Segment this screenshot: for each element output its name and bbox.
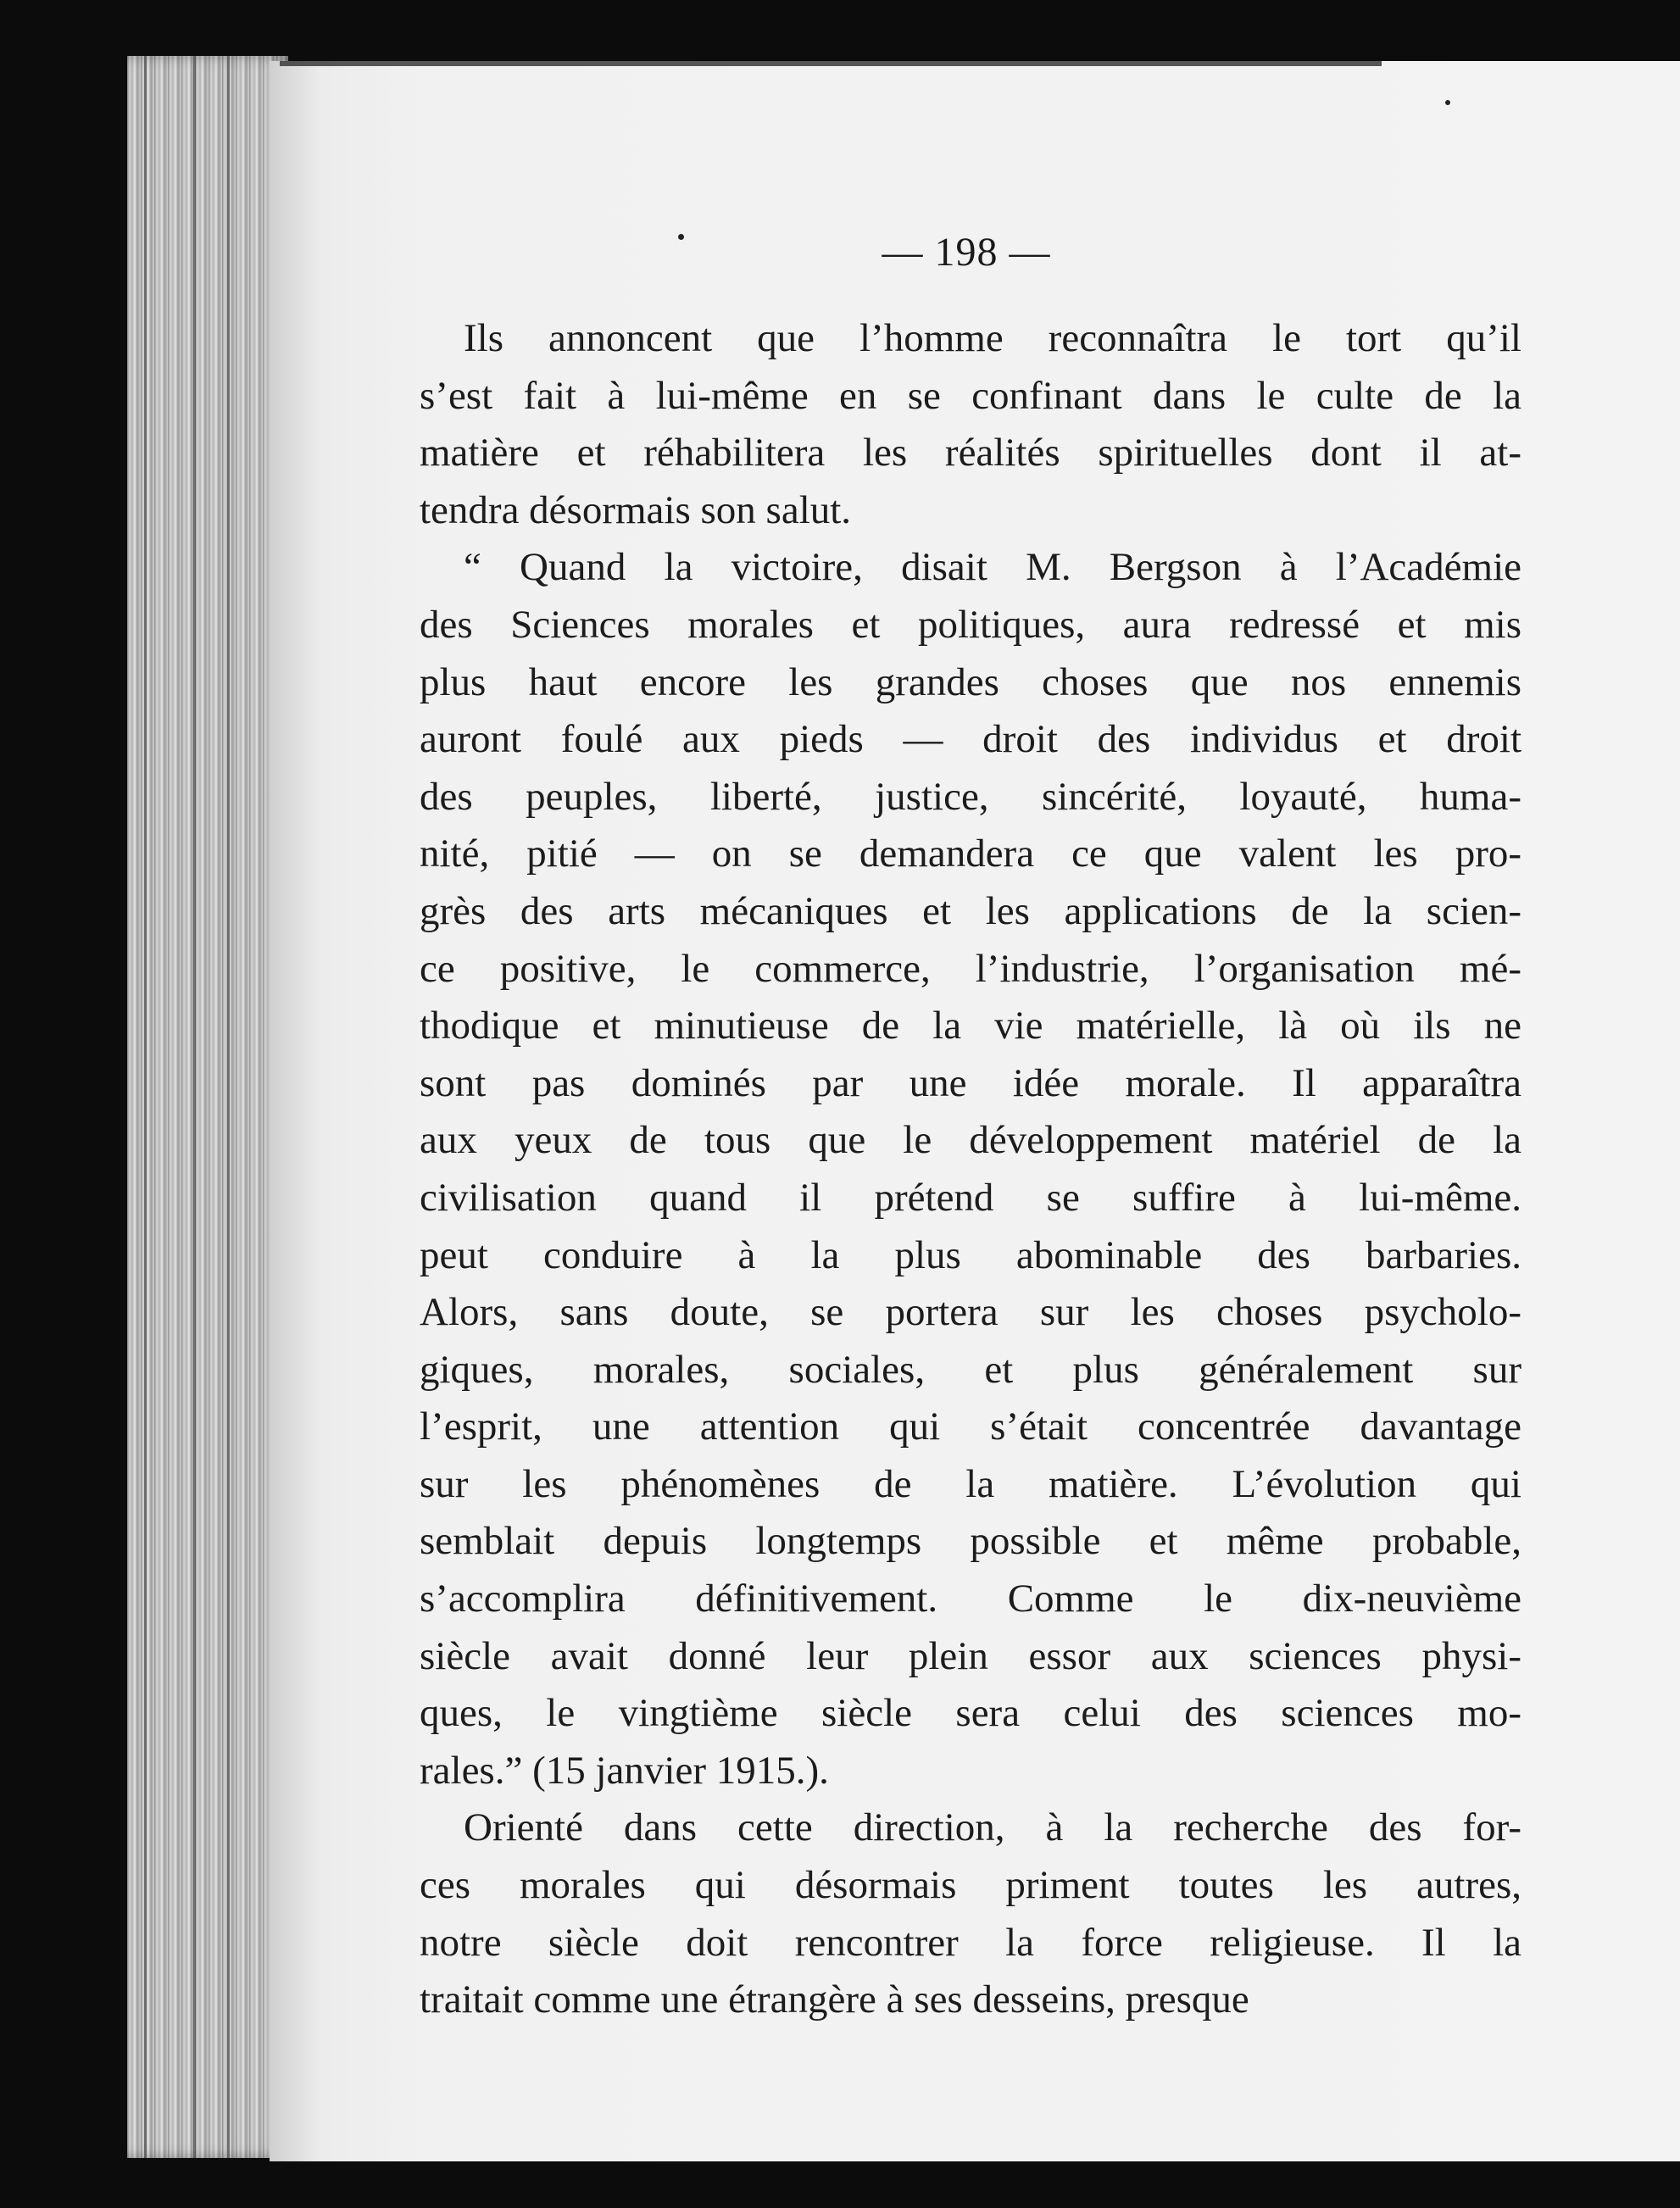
text-line: rales.” (15 janvier 1915.). xyxy=(420,1748,829,1793)
text-line: ques, le vingtième siècle sera celui des sciences mo- xyxy=(420,1691,1521,1736)
edge-line xyxy=(144,56,147,2158)
edge-line xyxy=(193,56,196,2158)
page-number: — 198 — xyxy=(882,230,1051,275)
text-line: siècle avait donné leur plein essor aux sciences physi- xyxy=(420,1633,1521,1678)
text-line: thodique et minutieuse de la vie matérielle, là où ils ne xyxy=(420,1004,1521,1048)
text-line: giques, morales, sociales, et plus généralement sur xyxy=(420,1347,1521,1392)
text-line: “ Quand la victoire, disait M. Bergson à l’Académie xyxy=(464,545,1521,590)
body-text xyxy=(420,310,1521,2029)
ink-speck xyxy=(678,234,684,240)
text-line: plus haut encore les grandes choses que nos ennemis xyxy=(420,659,1521,704)
text-line: auront foulé aux pieds — droit des individus et droit xyxy=(420,717,1521,762)
page-edges xyxy=(127,56,288,2158)
top-rule xyxy=(280,61,1382,66)
text-line: matière et réhabilitera les réalités spirituelles dont il at- xyxy=(420,431,1521,476)
text-line: tendra désormais son salut. xyxy=(420,487,852,532)
text-line: sont pas dominés par une idée morale. Il apparaîtra xyxy=(420,1060,1521,1105)
text-line: Orienté dans cette direction, à la recherche des for- xyxy=(464,1805,1521,1850)
text-line: semblait depuis longtemps possible et même probable, xyxy=(420,1519,1521,1564)
text-line: nité, pitié — on se demandera ce que valent les pro- xyxy=(420,831,1521,876)
text-line: traitait comme une étrangère à ses desseins, presque xyxy=(420,1977,1249,2022)
edge-line xyxy=(227,56,230,2158)
text-line: ce positive, le commerce, l’industrie, l’organisation mé- xyxy=(420,946,1521,991)
text-line: civilisation quand il prétend se suffire à lui-même. xyxy=(420,1175,1521,1220)
text-line: grès des arts mécaniques et les applications de la scien- xyxy=(420,888,1521,933)
text-line: Alors, sans doute, se portera sur les choses psycholo- xyxy=(420,1290,1521,1335)
text-line: l’esprit, une attention qui s’était concentrée davantage xyxy=(420,1404,1521,1449)
paragraph xyxy=(420,1799,1521,2028)
text-line: des Sciences morales et politiques, aura redressé et mis xyxy=(420,602,1521,647)
ink-speck xyxy=(1445,100,1450,105)
text-line: sur les phénomènes de la matière. L’évolution qui xyxy=(420,1461,1521,1506)
text-line: aux yeux de tous que le développement matériel de la xyxy=(420,1118,1521,1163)
paragraph xyxy=(420,310,1521,539)
text-line: s’accomplira définitivement. Comme le dix-neuvième xyxy=(420,1577,1521,1621)
text-line: Ils annoncent que l’homme reconnaîtra le tort qu’il xyxy=(464,316,1521,360)
text-line: des peuples, liberté, justice, sincérité, loyauté, huma- xyxy=(420,774,1521,819)
text-line: peut conduire à la plus abominable des barbaries. xyxy=(420,1232,1521,1277)
text-line: ces morales qui désormais priment toutes les autres, xyxy=(420,1863,1521,1908)
text-line: s’est fait à lui-même en se confinant dans le culte de la xyxy=(420,373,1521,418)
text-line: notre siècle doit rencontrer la force religieuse. Il la xyxy=(420,1920,1521,1965)
paragraph xyxy=(420,539,1521,1799)
